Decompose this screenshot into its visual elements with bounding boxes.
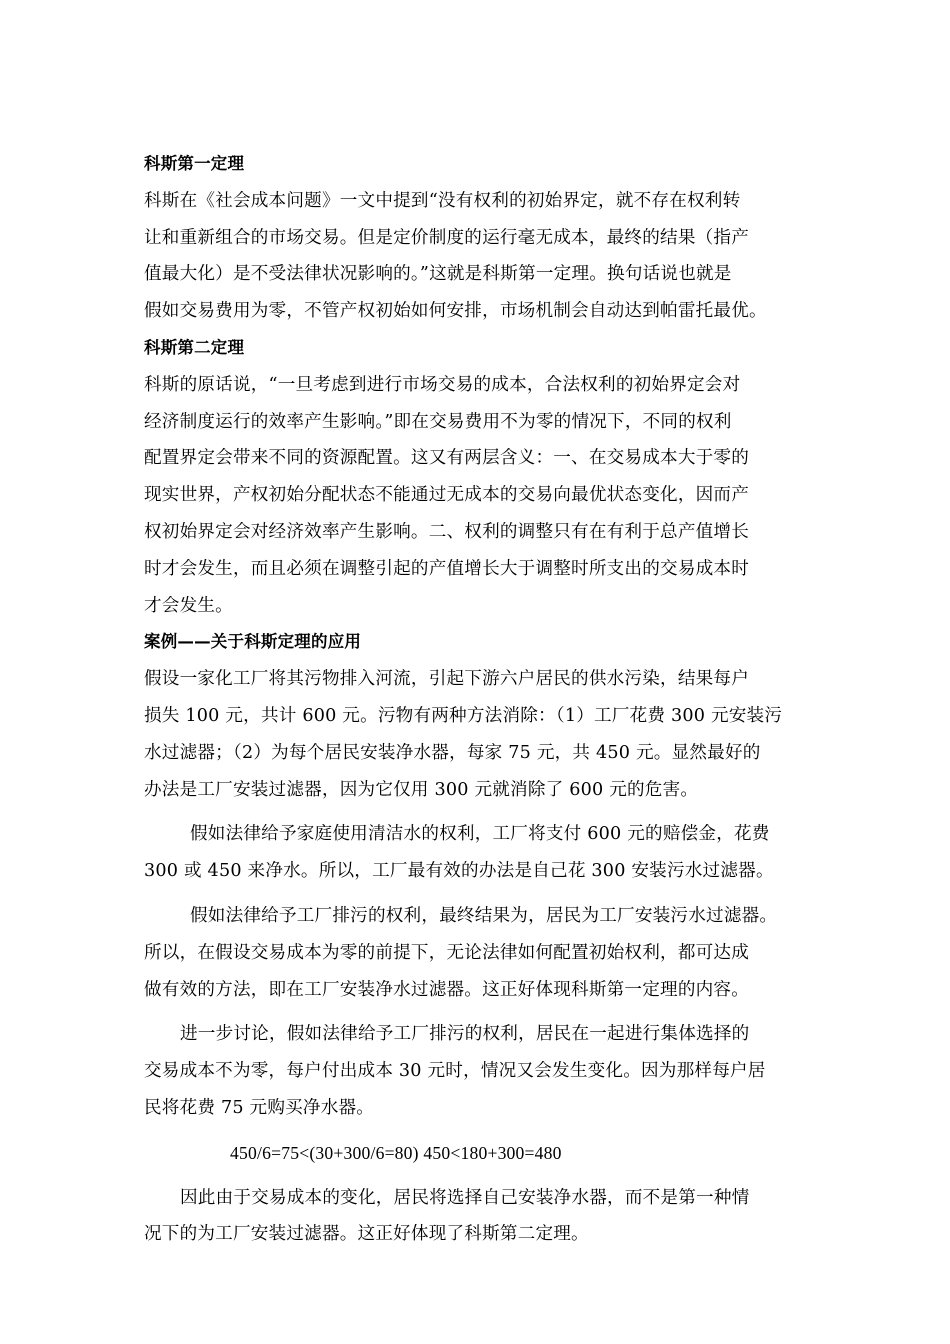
paragraph-line: 权初始界定会对经济效率产生影响。二、权利的调整只有在有利于总产值增长 [144, 521, 749, 542]
paragraph-line: 配置界定会带来不同的资源配置。这又有两层含义：一、在交易成本大于零的 [144, 448, 749, 469]
document-page [144, 146, 814, 1253]
paragraph-line: 水过滤器；（2）为每个居民安装净水器，每家 75 元，共 450 元。显然最好的 [144, 742, 761, 763]
paragraph-line: 假如法律给予家庭使用清洁水的权利，工厂将支付 600 元的赔偿金，花费 [190, 824, 770, 845]
paragraph-line: 科斯的原话说，“一旦考虑到进行市场交易的成本，合法权利的初始界定会对 [144, 374, 741, 395]
paragraph-gap [144, 890, 814, 898]
paragraph-line: 才会发生。 [144, 595, 233, 616]
paragraph-gap [144, 808, 814, 816]
paragraph-line: 进一步讨论，假如法律给予工厂排污的权利，居民在一起进行集体选择的 [180, 1024, 750, 1045]
paragraph-line: 经济制度运行的效率产生影响。”即在交易费用不为零的情况下，不同的权利 [144, 411, 732, 432]
paragraph-line: 假设一家化工厂将其污物排入河流，引起下游六户居民的供水污染，结果每户 [144, 669, 749, 690]
paragraph-line: 时才会发生，而且必须在调整引起的产值增长大于调整时所支出的交易成本时 [144, 558, 749, 579]
paragraph-line: 办法是工厂安装过滤器，因为它仅用 300 元就消除了 600 元的危害。 [144, 779, 699, 800]
paragraph-line: 假如交易费用为零，不管产权初始如何安排，市场机制会自动达到帕雷托最优。 [144, 301, 767, 322]
heading-case-study: 案例——关于科斯定理的应用 [144, 632, 362, 652]
paragraph-line: 民将花费 75 元购买净水器。 [144, 1097, 375, 1118]
paragraph-line: 况下的为工厂安装过滤器。这正好体现了科斯第二定理。 [144, 1224, 589, 1245]
paragraph-line: 交易成本不为零，每户付出成本 30 元时，情况又会发生变化。因为那样每户居 [144, 1061, 766, 1082]
formula-line: 450/6=75<(30+300/6=80) 450<180+300=480 [230, 1142, 562, 1163]
paragraph-line: 假如法律给予工厂排污的权利，最终结果为，居民为工厂安装污水过滤器。 [190, 905, 778, 926]
paragraph-line: 让和重新组合的市场交易。但是定价制度的运行毫无成本，最终的结果（指产 [144, 227, 749, 248]
paragraph-line: 因此由于交易成本的变化，居民将选择自己安装净水器，而不是第一种情 [180, 1187, 750, 1208]
paragraph-line: 做有效的方法，即在工厂安装净水过滤器。这正好体现科斯第一定理的内容。 [144, 979, 749, 1000]
paragraph-line: 科斯在《社会成本问题》一文中提到“没有权利的初始界定，就不存在权利转 [144, 190, 741, 211]
paragraph-line: 现实世界，产权初始分配状态不能通过无成本的交易向最优状态变化，因而产 [144, 485, 749, 506]
paragraph-line: 值最大化）是不受法律状况影响的。”这就是科斯第一定理。换句话说也就是 [144, 264, 732, 285]
paragraph-gap [144, 1008, 814, 1016]
paragraph-line: 300 或 450 来净水。所以，工厂最有效的办法是自己花 300 安装污水过滤器。 [144, 861, 774, 882]
heading-coase-first-theorem: 科斯第一定理 [144, 154, 245, 173]
paragraph-line: 所以，在假设交易成本为零的前提下，无论法律如何配置初始权利，都可达成 [144, 942, 749, 963]
paragraph-line: 损失 100 元，共计 600 元。污物有两种方法消除：（1）工厂花费 300 元安装污 [144, 705, 783, 726]
paragraph-gap [144, 1127, 814, 1135]
heading-coase-second-theorem: 科斯第二定理 [144, 337, 245, 357]
paragraph-gap [144, 1172, 814, 1180]
